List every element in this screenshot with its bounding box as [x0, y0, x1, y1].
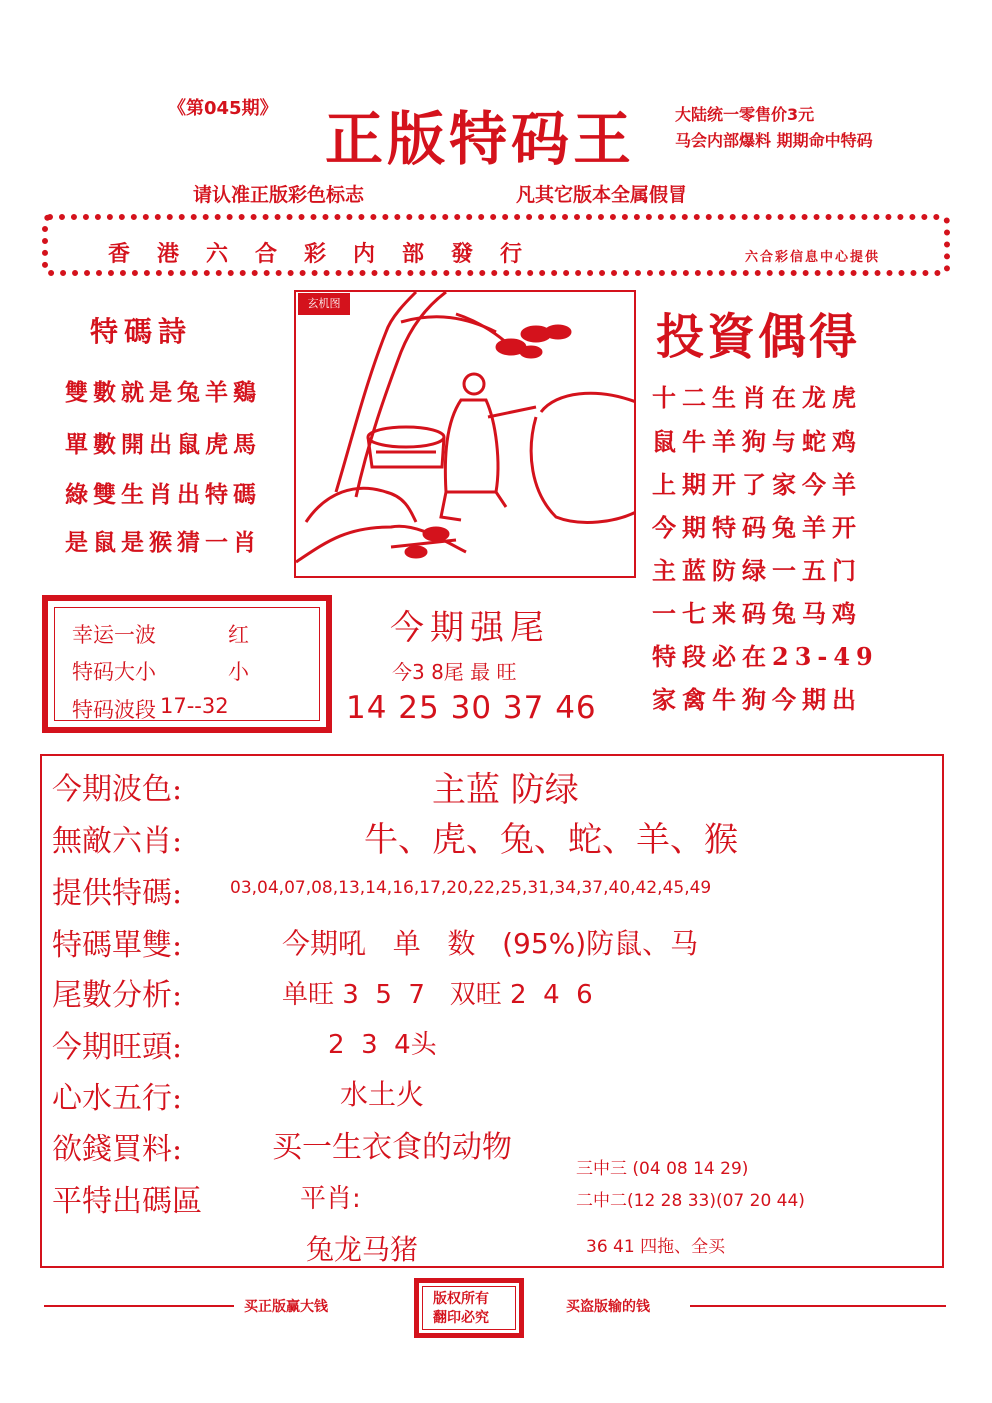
lucky-row-value: 17--32 [160, 694, 229, 718]
special-nums-label: 提供特碼: [52, 876, 183, 911]
flat-zone-label: 平特出碼區 [52, 1184, 202, 1219]
combo-drag: 36 41 四拖、全买 [586, 1237, 726, 1257]
copyright-line-2: 翻印必究 [433, 1310, 489, 1326]
copyright-line-1: 版权所有 [433, 1291, 489, 1307]
illustration-stamp: 玄机图 [298, 293, 350, 315]
poem-line: 綠雙生肖出特碼 [65, 481, 261, 508]
invest-line: 一七来码兔马鸡 [652, 599, 862, 628]
combo-two: 二中二(12 28 33)(07 20 44) [576, 1191, 805, 1211]
invest-line: 特段必在23-49 [652, 642, 879, 671]
lucky-row-label: 特码波段 [72, 698, 156, 722]
invest-line: 十二生肖在龙虎 [652, 383, 862, 412]
tail-analysis-label: 尾數分析: [52, 978, 183, 1013]
footer-rule-left [44, 1305, 234, 1307]
issuer-banner-note: 六合彩信息中心提供 [745, 250, 881, 265]
head-label: 今期旺頭: [52, 1030, 183, 1065]
riddle-illustration [294, 290, 636, 578]
poem-line: 是鼠是猴猜一肖 [65, 529, 261, 556]
invest-line: 主蓝防绿一五门 [652, 556, 862, 585]
invest-line: 今期特码兔羊开 [652, 513, 862, 542]
lucky-row-value: 红 [228, 623, 249, 647]
tail-analysis-value: 单旺 3 5 7 双旺 2 4 6 [282, 980, 593, 1010]
footer-rule-right [690, 1305, 946, 1307]
five-elements-label: 心水五行: [52, 1081, 183, 1116]
invest-line: 上期开了家今羊 [652, 470, 862, 499]
promo-tagline: 马会内部爆料 期期命中特码 [675, 131, 873, 150]
illustration-drawing [296, 292, 636, 578]
poem-line: 單數開出鼠虎馬 [65, 431, 261, 458]
flat-zodiac-value: 兔龙马猪 [306, 1233, 419, 1266]
buy-hint-value: 买一生衣食的动物 [272, 1130, 512, 1165]
invest-line: 家禽牛狗今期出 [652, 685, 862, 714]
head-value: 2 3 4头 [328, 1030, 437, 1060]
footer-right-text: 买盗版输的钱 [566, 1299, 650, 1315]
invest-title: 投資偶得 [656, 309, 861, 365]
invest-line: 鼠牛羊狗与蛇鸡 [652, 427, 862, 456]
special-nums-value: 03,04,07,08,13,14,16,17,20,22,25,31,34,37,40,42,45,49 [230, 878, 712, 898]
wave-color-label: 今期波色: [52, 772, 183, 807]
flat-zodiac-label: 平肖: [300, 1184, 361, 1214]
price-tagline: 大陆统一零售价3元 [675, 105, 815, 124]
six-zodiac-value: 牛、虎、兔、蛇、羊、猴 [364, 820, 738, 860]
combo-three: 三中三 (04 08 14 29) [576, 1159, 749, 1179]
lucky-row-value: 小 [228, 660, 249, 684]
issue-number: 《第045期》 [168, 98, 278, 119]
poem-title: 特碼詩 [90, 315, 193, 348]
five-elements-value: 水土火 [340, 1078, 425, 1111]
strong-tail-title: 今期强尾 [390, 608, 550, 648]
strong-tail-numbers: 14 25 30 37 46 [346, 690, 597, 726]
poem-line: 雙數就是兔羊鷄 [65, 379, 261, 406]
authenticity-notice: 请认准正版彩色标志 [193, 184, 365, 206]
odd-even-label: 特碼單雙: [52, 928, 183, 963]
lucky-row-label: 幸运一波 [72, 623, 156, 647]
strong-tail-subtitle: 今3 8尾 最 旺 [392, 660, 517, 684]
six-zodiac-label: 無敵六肖: [52, 824, 183, 859]
lucky-row-label: 特码大小 [72, 660, 156, 684]
issuer-banner-text: 香港六合彩内部發行 [108, 241, 550, 267]
buy-hint-label: 欲錢買料: [52, 1132, 183, 1167]
footer-left-text: 买正版赢大钱 [244, 1299, 328, 1315]
page-title: 正版特码王 [325, 105, 636, 173]
wave-color-value: 主蓝 防绿 [432, 770, 579, 810]
counterfeit-notice: 凡其它版本全属假冒 [516, 184, 688, 206]
odd-even-value: 今期吼 单 数 (95%)防鼠、马 [282, 927, 699, 960]
